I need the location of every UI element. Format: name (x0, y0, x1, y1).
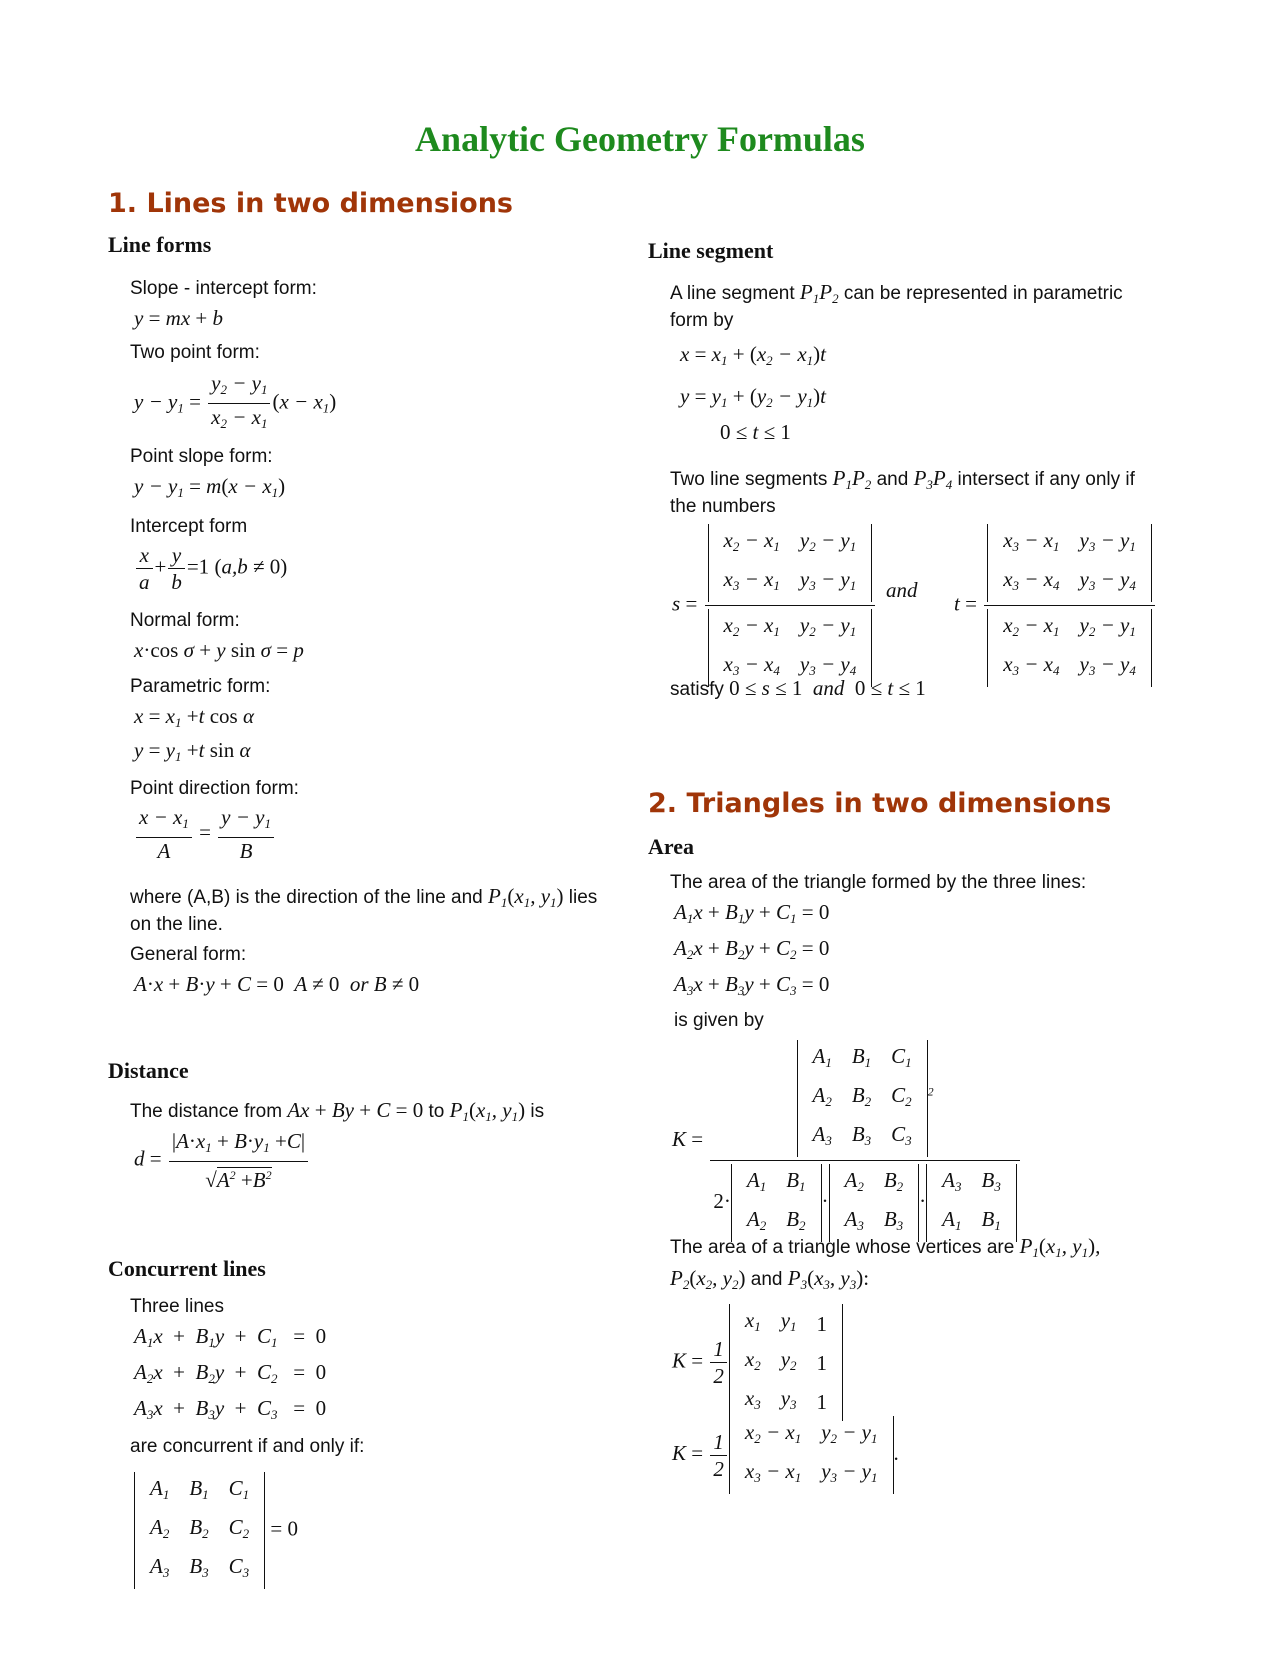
formula-parametric-x: $x = x_1 +t$ cos α (134, 704, 254, 730)
segment-formula-y: $y = y_1 + (y_2 - y_1)t$ (680, 384, 827, 410)
formula-slope-intercept: y = mx + b (134, 306, 224, 330)
two-segments-text: Two line segments $P_1P_2$ and $P_3P_4$ intersect if any only if (670, 466, 1135, 492)
vertices-text: The area of a triangle whose vertices are $P_1(x_1$, $y_1$), (670, 1234, 1101, 1260)
area-line-2: $A_2x + B_2y + C_2 = 0$ (674, 936, 830, 962)
segment-formula-x: $x = x_1 + (x_2 - x_1)t$ (680, 342, 827, 368)
concurrent-heading: Concurrent lines (108, 1256, 266, 1281)
label-general: General form: (130, 944, 247, 965)
formula-k-vertices: K = $\frac{1}{2}$ $x_1$ $y_1$ 1 $x_2$ $y_2$ 1 $x_3$ $y_3$ 1 (672, 1304, 843, 1421)
formula-point-direction: $\frac{x - x_1}{A}$ = $\frac{y - y_1}{B}$ (134, 804, 276, 864)
section-2-heading: 2. Triangles in two dimensions (648, 788, 1112, 819)
concurrent-text: Three lines (130, 1296, 224, 1317)
area-text: The area of the triangle formed by the three lines: (670, 872, 1087, 893)
line-segment-heading: Line segment (648, 238, 774, 263)
and-word: and (886, 578, 918, 602)
concurrent-eq-3: $A_3x + B_3y + C_3$ = 0 (134, 1396, 327, 1422)
formula-parametric-y: $y = y_1 +t$ sin α (134, 738, 251, 764)
two-segments-text-cont: the numbers (670, 496, 776, 517)
label-slope-intercept: Slope - intercept form: (130, 278, 317, 299)
formula-k-lines: K = $A_1$ $B_1$ $C_1$ $A_2$ $B_2$ $C_2$ $A_3$ $B_3$ $C_3$ $^2$ 2· $A_1$ $B_1$ $A_2$ $B_2$ · $A_2$ $B_2$ $A_3$ $B_3$ · $A_3$ $B_3$ $A_1$ $B_1$ (672, 1040, 1022, 1242)
concurrent-determinant: $A_1$ $B_1$ $C_1$ $A_2$ $B_2$ $C_2$ $A_3$ $B_3$ $C_3$ = 0 (134, 1472, 298, 1589)
concurrent-eq-1: $A_1x + B_1y + C_1$ = 0 (134, 1324, 327, 1350)
formula-k-vertices-2x2: K = $\frac{1}{2}$ $x_2 - x_1$ $y_2 - y_1$ $x_3 - x_1$ $y_3 - y_1$ . (672, 1416, 899, 1494)
label-parametric: Parametric form: (130, 676, 271, 697)
formula-two-point: $y - y_1$ = $\frac{y_2 - y_1}{x_2 - x_1}$ $(x - x_1)$ (134, 371, 337, 431)
is-given-by: is given by (674, 1010, 764, 1031)
label-two-point: Two point form: (130, 342, 260, 363)
formula-intercept: $\frac{x}{a}$ + $\frac{y}{b}$ =1 (a,b ≠ 0) (134, 542, 287, 595)
section-1-heading: 1. Lines in two dimensions (108, 188, 513, 219)
concurrent-condition: are concurrent if and only if: (130, 1436, 365, 1457)
distance-heading: Distance (108, 1058, 189, 1083)
formula-s: s = $x_2 - x_1$ $y_2 - y_1$ $x_3 - x_1$ $y_3 - y_1$ $x_2 - x_1$ $y_2 - y_1$ $x_3 - x_4$ $y_3 - y_4$ (672, 524, 877, 687)
segment-text: A line segment $P_1P_2$ can be represented in parametric (670, 280, 1123, 306)
segment-range: 0 ≤ t ≤ 1 (720, 420, 791, 444)
area-line-1: $A_1x + B_1y + C_1 = 0$ (674, 900, 830, 926)
formula-distance: d = $\frac{|A\cdot x_1 + B\cdot y_1 +C|}{√A^2 +B^2}$ (134, 1128, 310, 1193)
formula-general: A·x + B·y + C = 0 A ≠ 0 or B ≠ 0 (134, 972, 420, 996)
where-text-cont: on the line. (130, 914, 223, 935)
segment-text-cont: form by (670, 310, 734, 331)
where-text: where (A,B) is the direction of the line and $P_1(x_1$, $y_1$) lies (130, 884, 598, 910)
formula-point-slope: $y - y_1 = m(x - x_1)$ (134, 474, 286, 500)
concurrent-eq-2: $A_2x + B_2y + C_2$ = 0 (134, 1360, 327, 1386)
area-line-3: $A_3x + B_3y + C_3 = 0$ (674, 972, 830, 998)
vertices-text-cont: $P_2(x_2$, $y_2$) and $P_3(x_3$, $y_3$): (670, 1266, 870, 1292)
line-forms-heading: Line forms (108, 232, 212, 257)
label-point-slope: Point slope form: (130, 446, 273, 467)
formula-t: t = $x_3 - x_1$ $y_3 - y_1$ $x_3 - x_4$ $y_3 - y_4$ $x_2 - x_1$ $y_2 - y_1$ $x_3 - x_4$ $y_3 - y_4$ (954, 524, 1157, 687)
area-heading: Area (648, 834, 695, 859)
satisfy-text: satisfy 0 ≤ s ≤ 1 and 0 ≤ t ≤ 1 (670, 676, 926, 700)
label-point-direction: Point direction form: (130, 778, 299, 799)
distance-text: The distance from Ax + By + C = 0 to $P_1(x_1$, $y_1$) is (130, 1098, 545, 1124)
label-intercept: Intercept form (130, 516, 248, 537)
formula-normal: x·cos σ + y sin σ = p (134, 638, 304, 662)
label-normal: Normal form: (130, 610, 240, 631)
page-title: Analytic Geometry Formulas (415, 119, 865, 159)
